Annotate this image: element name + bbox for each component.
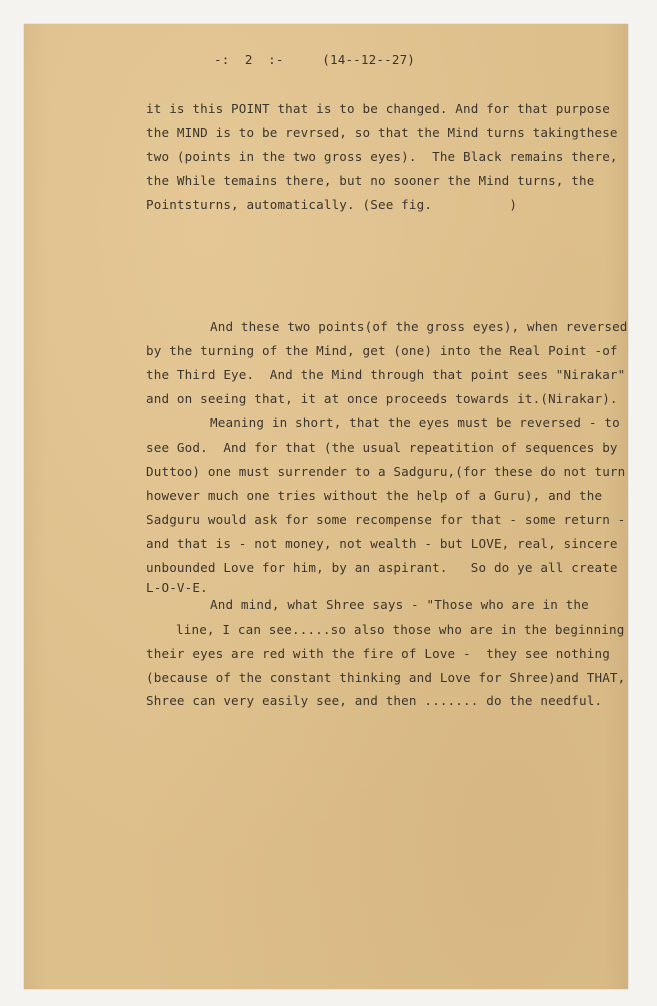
text-line: (because of the constant thinking and Love for Shree)and THAT, xyxy=(146,670,626,685)
text-line: line, I can see.....so also those who are in the beginning xyxy=(176,622,625,637)
text-line: by the turning of the Mind, get (one) into the Real Point -of xyxy=(146,343,618,358)
text-line: unbounded Love for him, by an aspirant. So do ye all create xyxy=(146,560,618,575)
text-line: Meaning in short, that the eyes must be reversed - to xyxy=(210,415,620,430)
text-line: the MIND is to be revrsed, so that the Mind turns takingthese xyxy=(146,125,618,140)
text-line: Duttoo) one must surrender to a Sadguru,(for these do not turn xyxy=(146,464,626,479)
text-line: and on seeing that, it at once proceeds towards it.(Nirakar). xyxy=(146,391,618,406)
text-line: And these two points(of the gross eyes), when reversed xyxy=(210,319,628,334)
text-line: and that is - not money, not wealth - but LOVE, real, sincere xyxy=(146,536,618,551)
typewritten-sheet xyxy=(24,24,628,989)
text-line: the While temains there, but no sooner the Mind turns, the xyxy=(146,173,595,188)
text-line: Pointsturns, automatically. (See fig. ) xyxy=(146,197,518,212)
text-line: however much one tries without the help of a Guru), and the xyxy=(146,488,603,503)
text-line: two (points in the two gross eyes). The Black remains there, xyxy=(146,149,618,164)
text-line: their eyes are red with the fire of Love - they see nothing xyxy=(146,646,610,661)
text-line: Sadguru would ask for some recompense for that - some return - xyxy=(146,512,626,527)
text-line: see God. And for that (the usual repeatition of sequences by xyxy=(146,440,618,455)
text-line: L-O-V-E. xyxy=(146,580,208,595)
page-header: -: 2 :- (14--12--27) xyxy=(214,52,416,67)
text-line: it is this POINT that is to be changed. And for that purpose xyxy=(146,101,610,116)
text-line: the Third Eye. And the Mind through that point sees "Nirakar" xyxy=(146,367,626,382)
text-line: And mind, what Shree says - "Those who are in the xyxy=(210,597,589,612)
text-line: Shree can very easily see, and then ....... do the needful. xyxy=(146,693,603,708)
